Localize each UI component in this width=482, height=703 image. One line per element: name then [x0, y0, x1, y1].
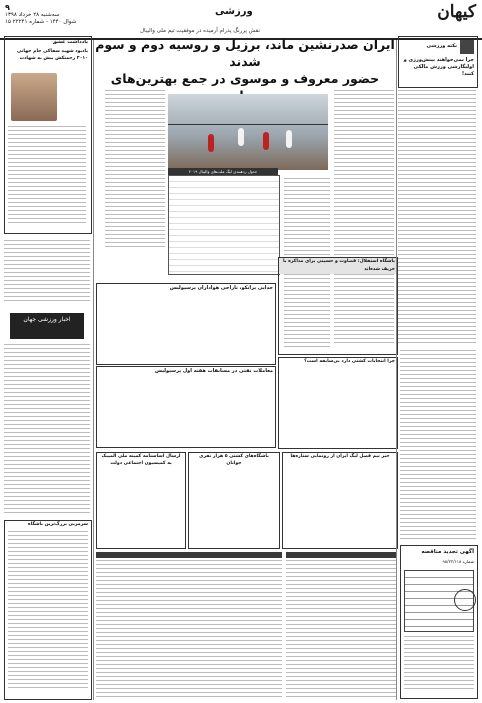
lead-body-col-3 [105, 90, 165, 250]
volleyball-photo [168, 94, 328, 170]
news-box [278, 257, 398, 355]
news-box-title: باشگاه‌های کشتی ۵ هزار نفری جوانان [199, 454, 269, 466]
column-rule [396, 40, 397, 700]
column-tag: یادداشت عشق [52, 39, 88, 45]
editorial-box [398, 36, 478, 88]
lead-headline-1: ایران صدرنشین ماند، برزیل و روسیه دوم و سوم شدند [95, 37, 395, 69]
editorial-body [398, 90, 476, 345]
news-box [96, 452, 186, 549]
ad-body [404, 636, 474, 692]
editorial-tag: نکته ورزشی [426, 43, 457, 49]
news-box-title: ارسال اساسنامه کمیته ملی المپیک به کمیسیون اجتماعی دولت [101, 454, 181, 466]
news-box-title: خبر نیم فصل لیگ ایران از رونمایی ستاره‌ها [290, 454, 390, 459]
news-box [188, 452, 280, 549]
news-box-title: جدایی برانکو، تاراجی هواداران پرسپولیس [169, 285, 273, 291]
news-box [96, 366, 276, 448]
brief-box [4, 520, 92, 700]
news-box-title: معاملات نفتی در مسابقات هفته اول پرسپولیس [155, 368, 273, 374]
world-sports-logo-text: اخبار ورزشی جهان [23, 316, 71, 323]
news-box [96, 283, 276, 365]
editorial-icon [460, 40, 474, 54]
bottom-box-header [286, 552, 396, 558]
column-rule [93, 40, 94, 700]
date-block [5, 3, 76, 26]
lead-headline-2: حضور معروف و موسوی در جمع بهترین‌های [110, 71, 380, 86]
volleyball-net [168, 124, 328, 125]
column-title: یادبود شهید سفاکی جام جهانی ۲۰۱۰ زحمتکش بیش به شهادت [17, 49, 88, 61]
news-box [282, 452, 398, 549]
ad-box [400, 545, 478, 699]
world-sports-logo [10, 313, 84, 339]
news-box-title: باشگاه استقلال: قضاوت و حسینی برای مذاکره با حریف شده‌اند [279, 258, 397, 274]
brief-list [4, 240, 90, 304]
ad-number: شماره ۹۸/۲۲/۱۱۸ [442, 559, 474, 564]
standings-table-title: جدول ردهبندی لیگ ملت‌های والیبال ۲۰۱۹ [168, 168, 278, 175]
section-title: ورزشی [215, 6, 253, 17]
issue-line: ۱۵ شوال ۱۴۴۰ - شماره ۲۲۲۴۱ [5, 19, 77, 25]
author-avatar [11, 73, 57, 121]
world-sports-body [4, 344, 90, 514]
page-number: ۹ [5, 3, 10, 12]
brief-box-title: سرمربی بزرگ‌ترین باشگاه [27, 522, 88, 527]
news-box [278, 357, 398, 449]
ad-title: آگهی تجدید مناقصه [421, 549, 474, 555]
player-figure [263, 132, 269, 150]
news-box-title: چرا انتخابات کشتی دارد بی‌سابقه است؟ [304, 359, 395, 364]
bottom-box-header [96, 552, 282, 558]
lead-kicker: نقش پررنگ پدرام آرمیده در موفقیت تیم ملی والیبال [140, 28, 260, 34]
editorial-title: چرا نمی‌خواهند بینش‌ورزی و اولیگارشی ورزش مالکی کنند! [403, 57, 474, 77]
player-figure [208, 134, 214, 152]
player-figure [286, 130, 292, 148]
right-news-body [400, 350, 476, 540]
ad-seal [454, 589, 476, 611]
bottom-text-block [96, 552, 282, 697]
date-line: سه‌شنبه ۲۸ خرداد ۱۳۹۸ [5, 12, 60, 18]
standings-table [168, 175, 280, 275]
bottom-text-block [286, 552, 396, 697]
column-body [8, 126, 86, 226]
player-figure [238, 128, 244, 146]
masthead-logo: کیهان [437, 2, 476, 22]
brief-box-body [8, 531, 88, 691]
